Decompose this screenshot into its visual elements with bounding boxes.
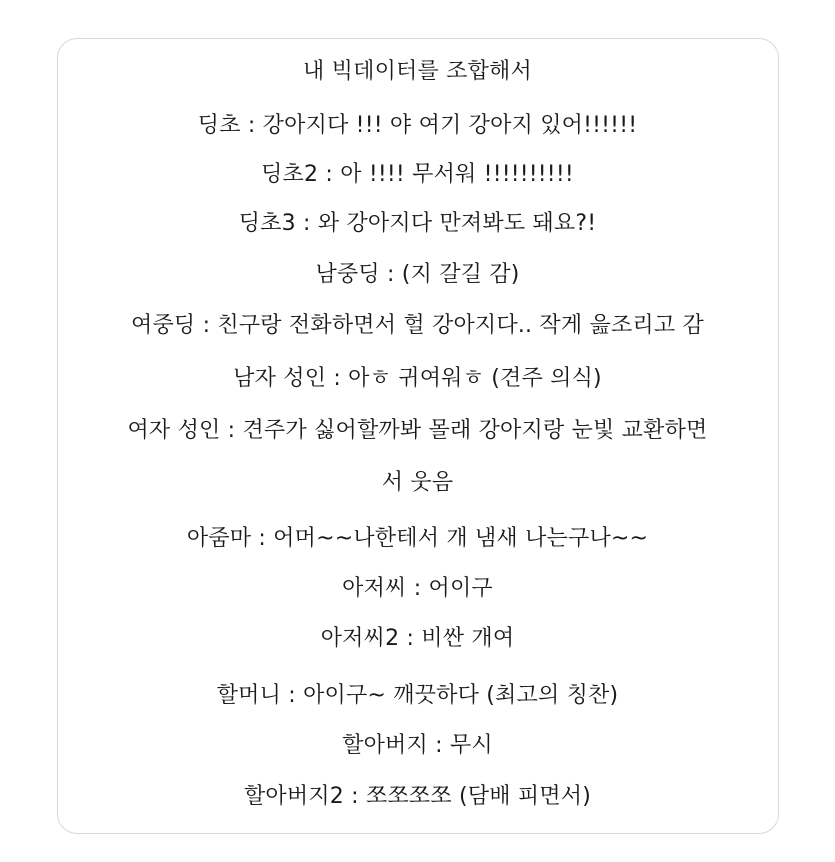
line-adult-man: 남자 성인 : 아ㅎ 귀여워ㅎ (견주 의식) [233, 366, 602, 391]
line-elementary-kid-3: 딩초3 : 와 강아지다 만져봐도 돼요?! [238, 211, 597, 236]
line-ajeossi: 아저씨 : 어이구 [342, 576, 493, 601]
intro-line: 내 빅데이터를 조합해서 [303, 59, 532, 84]
line-grandfather-2: 할아버지2 : 쪼쪼쪼쪼 (담배 피면서) [243, 784, 592, 809]
line-adult-woman: 여자 성인 : 견주가 싫어할까봐 몰래 강아지랑 눈빛 교환하면 [127, 418, 708, 443]
line-grandfather: 할아버지 : 무시 [342, 733, 493, 758]
line-ajumma: 아줌마 : 어머~~나한테서 개 냄새 나는구나~~ [186, 526, 649, 551]
line-middle-school-boy: 남중딩 : (지 갈길 감) [315, 262, 520, 287]
line-ajeossi-2: 아저씨2 : 비싼 개여 [320, 626, 515, 651]
line-elementary-kid: 딩초 : 강아지다 !!! 야 여기 강아지 있어!!!!!! [197, 113, 638, 138]
line-adult-woman-cont: 서 웃음 [381, 470, 454, 495]
line-middle-school-girl: 여중딩 : 친구랑 전화하면서 헐 강아지다.. 작게 읊조리고 감 [131, 313, 704, 338]
line-grandmother: 할머니 : 아이구~ 깨끗하다 (최고의 칭찬) [216, 683, 619, 708]
line-elementary-kid-2: 딩초2 : 아 !!!! 무서워 !!!!!!!!!! [261, 162, 574, 187]
